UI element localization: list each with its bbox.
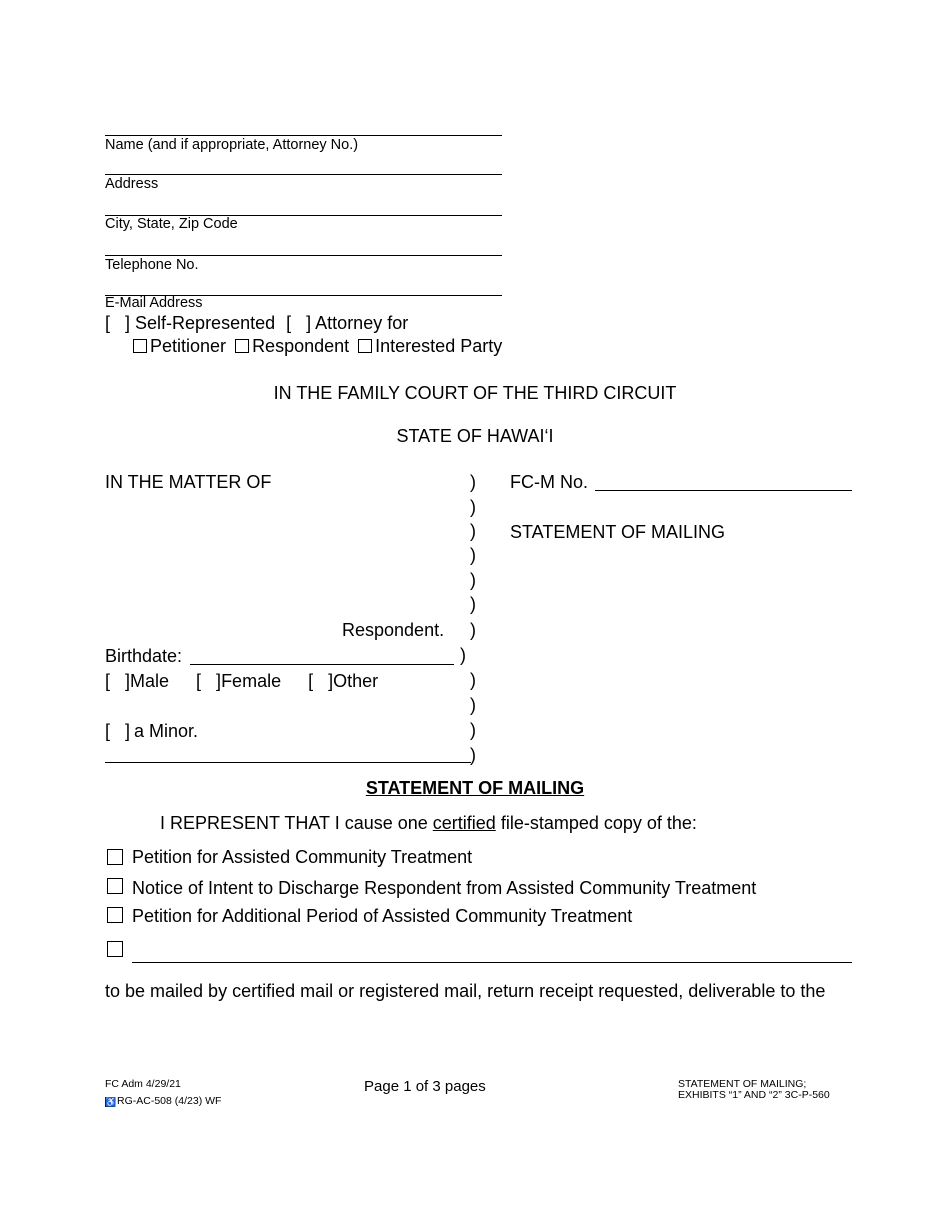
caption-paren: ) bbox=[470, 570, 476, 590]
represent-suffix: file-stamped copy of the: bbox=[495, 813, 697, 833]
petition-act-checkbox[interactable] bbox=[107, 849, 123, 865]
represent-statement bbox=[160, 813, 697, 834]
other-document-checkbox[interactable] bbox=[107, 941, 123, 957]
minor-label: a Minor. bbox=[134, 721, 199, 741]
form-date: FC Adm 4/29/21 bbox=[105, 1078, 181, 1090]
caption-paren: ) bbox=[470, 594, 476, 614]
caption-paren: ) bbox=[460, 645, 466, 665]
attorney-for-checkbox[interactable]: [ ] bbox=[286, 313, 312, 333]
respondent-checkbox[interactable] bbox=[235, 339, 249, 353]
caption-paren: ) bbox=[470, 472, 476, 492]
email-label: E-Mail Address bbox=[105, 295, 203, 311]
minor-row bbox=[105, 721, 198, 742]
address-label: Address bbox=[105, 176, 159, 192]
court-state: STATE OF HAWAI‘I bbox=[396, 426, 554, 446]
footer-title-line2: EXHIBITS “1” AND “2” 3C-P-560 bbox=[678, 1089, 830, 1101]
interested-party-checkbox[interactable] bbox=[358, 339, 372, 353]
petitioner-checkbox[interactable] bbox=[133, 339, 147, 353]
form-code: RG-AC-508 (4/23) WF bbox=[117, 1095, 222, 1107]
caption-paren: ) bbox=[470, 670, 476, 690]
respondent-label: Respondent bbox=[252, 336, 350, 356]
attorney-for-label: Attorney for bbox=[315, 313, 409, 333]
petition-act-label: Petition for Assisted Community Treatment bbox=[132, 847, 473, 867]
telephone-label: Telephone No. bbox=[105, 257, 199, 273]
caption-paren: ) bbox=[470, 720, 476, 740]
female-label: Female bbox=[221, 671, 282, 691]
city-label: City, State, Zip Code bbox=[105, 216, 238, 232]
caption-paren: ) bbox=[470, 695, 476, 715]
statement-heading: STATEMENT OF MAILING bbox=[365, 778, 585, 798]
represent-prefix: I REPRESENT THAT I cause one bbox=[160, 813, 433, 833]
footer-title-line1: STATEMENT OF MAILING; bbox=[678, 1078, 807, 1090]
caption-paren: ) bbox=[470, 497, 476, 517]
birthdate-label: Birthdate: bbox=[105, 646, 183, 666]
male-checkbox[interactable]: [ ] bbox=[105, 671, 131, 691]
name-label: Name (and if appropriate, Attorney No.) bbox=[105, 137, 359, 153]
notice-discharge-checkbox[interactable] bbox=[107, 878, 123, 894]
caption-bottom-line bbox=[105, 762, 471, 763]
telephone-line[interactable] bbox=[105, 255, 502, 256]
female-checkbox[interactable]: [ ] bbox=[196, 671, 222, 691]
birthdate-line[interactable] bbox=[190, 664, 454, 665]
case-number-line[interactable] bbox=[595, 490, 852, 491]
page-number: Page 1 of 3 pages bbox=[364, 1078, 486, 1095]
gender-row bbox=[105, 671, 378, 692]
caption-paren: ) bbox=[470, 545, 476, 565]
notice-discharge-label: Notice of Intent to Discharge Respondent from Assisted Community Treatment bbox=[132, 878, 757, 898]
accessibility-icon: ♿ bbox=[105, 1097, 117, 1107]
form-code-row bbox=[105, 1095, 221, 1107]
mailing-text: to be mailed by certified mail or registered mail, return receipt requested, deliverable to the bbox=[105, 981, 826, 1001]
additional-period-checkbox[interactable] bbox=[107, 907, 123, 923]
self-represented-checkbox[interactable]: [ ] bbox=[105, 313, 131, 333]
male-label: Male bbox=[130, 671, 170, 691]
interested-party-label: Interested Party bbox=[375, 336, 503, 356]
address-line[interactable] bbox=[105, 174, 502, 175]
caption-paren: ) bbox=[470, 745, 476, 765]
matter-label: IN THE MATTER OF bbox=[105, 472, 272, 492]
court-name: IN THE FAMILY COURT OF THE THIRD CIRCUIT bbox=[273, 383, 677, 403]
additional-period-label: Petition for Additional Period of Assisted Community Treatment bbox=[132, 906, 633, 926]
name-line[interactable] bbox=[105, 135, 502, 136]
other-document-line[interactable] bbox=[132, 962, 852, 963]
representation-row bbox=[105, 313, 408, 334]
represent-certified: certified bbox=[432, 813, 496, 833]
other-label: Other bbox=[333, 671, 379, 691]
other-checkbox[interactable]: [ ] bbox=[308, 671, 334, 691]
petitioner-label: Petitioner bbox=[150, 336, 227, 356]
case-number-label: FC-M No. bbox=[510, 472, 588, 492]
minor-checkbox[interactable]: [ ] bbox=[105, 721, 131, 741]
caption-paren: ) bbox=[470, 620, 476, 640]
self-represented-label: Self-Represented bbox=[135, 313, 276, 333]
caption-paren: ) bbox=[470, 521, 476, 541]
respondent-caption-label: Respondent. bbox=[342, 620, 445, 640]
party-row bbox=[133, 336, 502, 357]
document-title: STATEMENT OF MAILING bbox=[510, 522, 726, 542]
